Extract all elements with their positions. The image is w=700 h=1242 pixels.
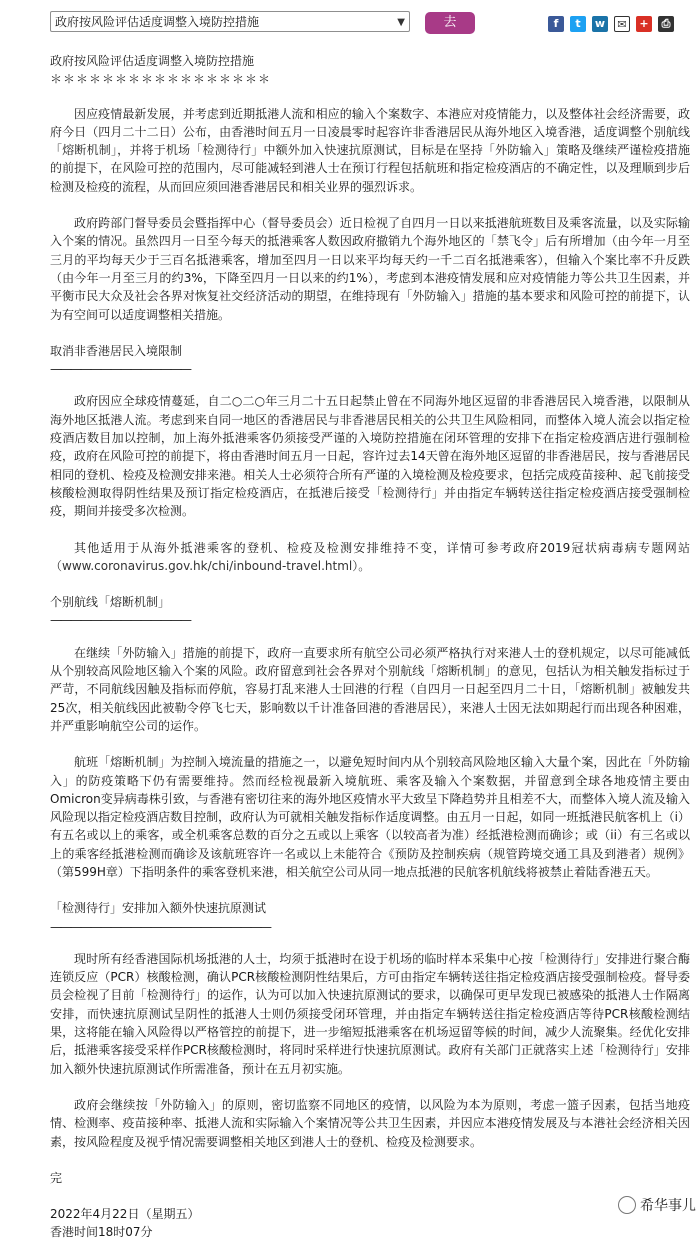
- chevron-down-icon: ▼: [397, 17, 405, 28]
- share-icon[interactable]: +: [636, 16, 652, 32]
- intro-paragraph-1: 因应疫情最新发展，并考虑到近期抵港人流和相应的输入个案数字、本港应对疫情能力，以及整体社会经济需要，政府今日（四月二十二日）公布，由香港时间五月一日凌晨零时起容许非香港居民从海外地区入境香港，适度调整个别航线「熔断机制」，并将于机场「检测待行」中额外加入快速抗原测试，目标是在坚持「外防输入」策略及继续严谨检疫措施的前提下，在风险可控的范围内，尽可能减轻到港人士在预订行程包括航班和指定检疫酒店的不确定性，以及理顺到步后检测及检疫的流程，从而回应须回港香港居民和相关业界的强烈诉求。: [50, 106, 690, 194]
- section-rule-1: ——————————————: [50, 362, 190, 377]
- intro-paragraph-2: 政府跨部门督导委员会暨指挥中心（督导委员会）近日检视了自四月一日以来抵港航班数目及乘客流量，以及实际输入个案的情况。虽然四月一日至今每天的抵港乘客人数因政府撤销九个海外地区的「禁飞令」后有所增加（由今年一月至三月的平均每天少于三百名抵港乘客，增加至四月一日以来平均每天约一千二百名抵港乘客），但输入个案比率不升反跌（由今年一月至三月的约3%，下降至四月一日以来的约1%），考虑到本港疫情发展和应对疫情能力等公共卫生因素，并平衡市民大众及社会各界对恢复社交经济活动的期望，在维持现有「外防输入」措施的基本要求和风险可控的前提下，认为有空间可以适度调整相关措施。: [50, 216, 690, 322]
- section1-paragraph-2: [50, 539, 690, 576]
- section2-paragraph-1: 在继续「外防输入」措施的前提下，政府一直要求所有航空公司必须严格执行对来港人士的登机规定，以尽可能减低从个别较高风险地区输入个案的风险。政府留意到社会各界对个别航线「熔断机制」的意见，包括认为相关触发指标过于严苛，不同航线因触及指标而停航，容易打乱来港人士回港的行程（自四月一日起至四月二十日，「熔断机制」被触发共25次，相关航线因此被勒令停飞七天，影响数以千计准备回港的香港居民），来港人士因无法如期起行而出现各种困难，并严重影响航空公司的运作。: [50, 645, 690, 733]
- section3-paragraph-1: 现时所有经香港国际机场抵港的人士，均须于抵港时在设于机场的临时样本采集中心按「检测待行」安排进行聚合酶连锁反应（PCR）核酸检测，确认PCR核酸检测阴性结果后，方可由指定车辆转送往指定检疫酒店接受强制检疫。督导委员会检视了目前「检测待行」的运作，认为可以加入快速抗原测试的要求，以确保可更早发现已被感染的抵港人士作隔离安排，而快速抗原测试呈阴性的抵港人士则仍须接受闭环管理，并由指定车辆转送往指定检疫酒店等待PCR核酸检测结果，这将能在输入风险得以严格管控的前提下，进一步缩短抵港乘客在机场逗留等候的时间，减少人流聚集。经优化安排后，抵港乘客接受采样作PCR核酸检测时，将同时采样进行快速抗原测试。政府有关部门正就落实上述「检测待行」安排加入额外快速抗原测试作所需准备，预计在五月初实施。: [50, 951, 690, 1076]
- share-bar: [548, 16, 674, 32]
- section-heading-2: 个别航线「熔断机制」: [50, 595, 171, 610]
- facebook-icon[interactable]: f: [548, 16, 564, 32]
- page-title: 政府按风险评估适度调整入境防控措施: [50, 54, 255, 68]
- coronavirus-link[interactable]: （www.coronavirus.gov.hk/chi/inbound-travel.html）。: [50, 558, 371, 573]
- section-heading-1: 取消非香港居民入境限制: [50, 343, 183, 358]
- title-stars: ＊＊＊＊＊＊＊＊＊＊＊＊＊＊＊＊＊: [50, 72, 272, 87]
- release-date: 2022年4月22日（星期五）: [50, 1207, 200, 1222]
- section-rule-2: ——————————————: [50, 613, 190, 628]
- weibo-icon[interactable]: w: [592, 16, 608, 32]
- twitter-icon[interactable]: t: [570, 16, 586, 32]
- end-mark: 完: [50, 1170, 63, 1185]
- watermark-text: 希华事儿: [640, 1198, 696, 1214]
- section1-paragraph-2-text: 其他适用于从海外抵港乘客的登机、检疫及检测安排维持不变，详情可参考政府2019冠状病毒病专题网站: [74, 540, 690, 555]
- section1-paragraph-1: 政府因应全球疫情蔓延，自二○二○年三月二十五日起禁止曾在不同海外地区逗留的非香港居民入境香港，以限制从海外地区抵港人流。考虑到来自同一地区的香港居民与非香港居民相关的公共卫生风险相同，而整体入境人流会以指定检疫酒店数目加以控制，加上海外抵港乘客仍须接受严谨的入境防控措施在闭环管理的安排下在指定检疫酒店进行强制检疫，政府在风险可控的前提下，将由香港时间五月一日起，容许过去14天曾在海外地区逗留的非香港居民，按与香港居民相同的登机、检疫及检测安排来港。相关人士必须符合所有严谨的入境检测及检疫要求，包括完成疫苗接种、起飞前接受核酸检测取得阴性结果及预订指定检疫酒店，在抵港后接受「检测待行」并由指定车辆转送往指定检疫酒店接受强制检疫，期间并接受多次检测。: [50, 394, 690, 519]
- section2-paragraph-2: 航班「熔断机制」为控制入境流量的措施之一，以避免短时间内从个别较高风险地区输入大量个案，因此在「外防输入」的防疫策略下仍有需要维持。然而经检视最新入境航班、乘客及输入个案数据，并留意到全球各地疫情主要由Omicron变异病毒株引致，与香港有密切往来的海外地区疫情水平大致呈下降趋势并且相差不大，而整体入境人流及输入风险现以指定检疫酒店数目控制，政府认为可就相关触发指标作适度调整。由五月一日起，如同一班抵港民航客机上（i）有五名或以上的乘客，或全机乘客总数的百分之五或以上乘客（以较高者为准）经抵港检测而确诊；或（ii）有三名或以上的乘客经抵港检测而确诊及该航班容许一名或以上未能符合《预防及控制疾病（规管跨境交通工具及到港者）规例》（第599H章）下指明条件的乘客登机来港，相关航空公司从同一地点抵港的民航客机航线将被禁止着陆香港五天。: [50, 755, 690, 879]
- section3-paragraph-2: 政府会继续按「外防输入」的原则，密切监察不同地区的疫情，以风险为本为原则，考虑一篮子因素，包括当地疫情、检测率、疫苗接种率、抵港人流和实际输入个案情况等公共卫生因素，并因应本港疫情发展及与本港社会经济相关因素，按风险程度及视乎情况需要调整相关地区到港人士的登机、检疫及检测要求。: [50, 1097, 690, 1149]
- release-time: 香港时间18时07分: [50, 1225, 153, 1240]
- press-release: [50, 50, 690, 1242]
- watermark: [618, 1195, 696, 1215]
- section-rule-3: ——————————————————————: [50, 919, 270, 934]
- top-bar: [0, 0, 700, 42]
- section-heading-3: 「检测待行」安排加入额外快速抗原测试: [50, 901, 267, 916]
- article-select-value: 政府按风险评估适度调整入境防控措施: [55, 15, 260, 29]
- go-button[interactable]: 去: [425, 12, 475, 34]
- email-icon[interactable]: ✉: [614, 16, 630, 32]
- article-select[interactable]: [50, 11, 410, 32]
- print-icon[interactable]: ⎙: [658, 16, 674, 32]
- wechat-logo-icon: [618, 1196, 636, 1214]
